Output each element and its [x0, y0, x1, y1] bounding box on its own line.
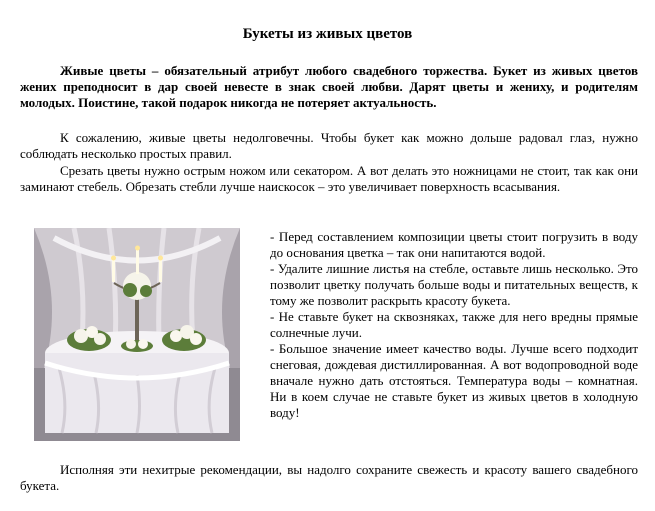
tip-item: - Большое значение имеет качество воды. Лучше всего подходит снеговая, дождевая дистиллированная. А вот водопроводной воде вначале нужно дать отстояться. Температура воды – комнатная. Ни в коем случае не ставьте букет из живых цветов в холодную воду!	[270, 341, 638, 420]
tip-item: - Не ставьте букет на сквозняках, также для него вредны прямые солнечные лучи.	[270, 309, 638, 340]
care-tips-list	[270, 229, 638, 421]
tip-item: - Перед составлением композиции цветы стоит погрузить в воду до основания цветка – так они напитаются водой.	[270, 229, 638, 260]
closing-paragraph: Исполняя эти нехитрые рекомендации, вы надолго сохраните свежесть и красоту вашего свадебного букета.	[20, 462, 638, 493]
wedding-table-photo	[34, 228, 240, 441]
document-title: Букеты из живых цветов	[242, 26, 413, 42]
tip-item: - Удалите лишние листья на стебле, оставьте лишь несколько. Это позволит цветку получать больше воды и питательных веществ, к тому же позволит раскрыть красоту букета.	[270, 261, 638, 308]
paragraph-cutting: Срезать цветы нужно острым ножом или секатором. А вот делать это ножницами не стоит, так как они заминают стебель. Обрезать стебли лучше наискосок – это увеличивает поверхность всасывания.	[20, 163, 638, 194]
intro-paragraph: Живые цветы – обязательный атрибут любого свадебного торжества. Букет из живых цветов жених преподносит в дар своей невесте в знак своей любви. Дарят цветы и жениху, и родителям молодых. Поистине, такой подарок никогда не потеряет актуальность.	[20, 63, 638, 110]
paragraph-care-intro: К сожалению, живые цветы недолговечны. Чтобы букет как можно дольше радовал глаз, нужно соблюдать несколько простых правил.	[20, 130, 638, 161]
